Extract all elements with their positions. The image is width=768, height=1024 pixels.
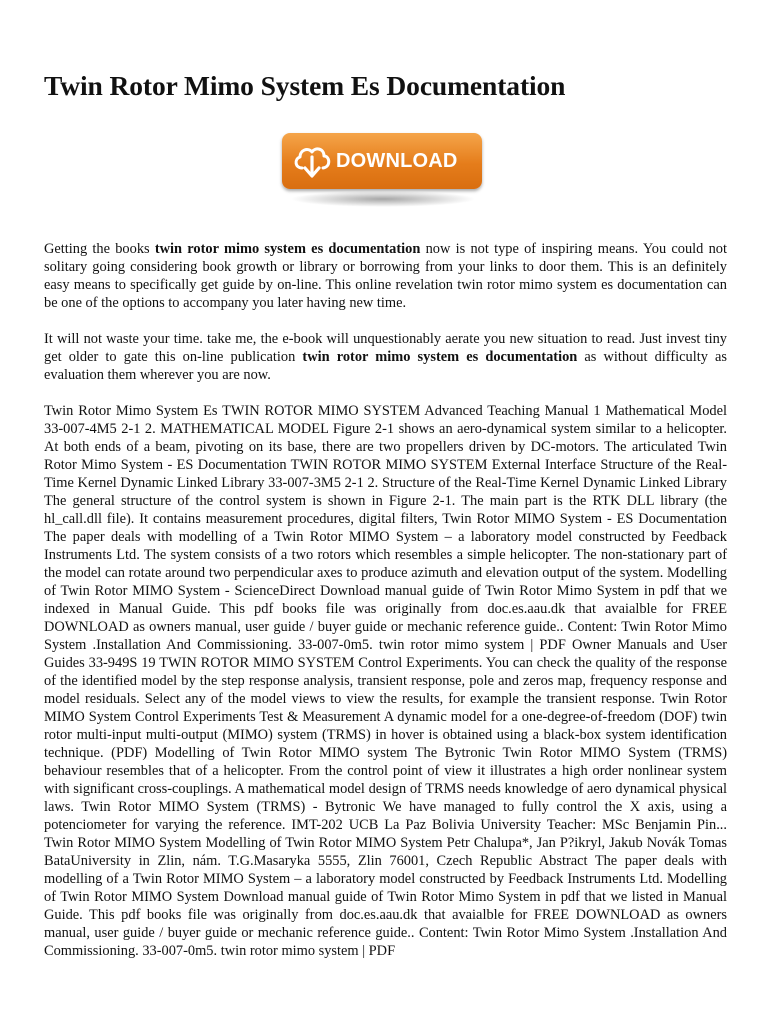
page-title: Twin Rotor Mimo System Es Documentation	[44, 70, 566, 101]
paragraph-intro-end: now is not type of inspiring means. You could not solitary going considering book growth or library or borrowing from your links to door them. This is an definitely easy means to specifically get guide by on-line. This online revelation twin rotor mimo system es documentation can be one of the options to accompany you later having new time.	[44, 241, 727, 311]
paragraph-second-start: It will not waste your time. take me, the e-book will unquestionably aerate you new situation to read. Just invest tiny get older to gate this on-line publication	[44, 331, 727, 365]
paragraph-intro-start: Getting the books	[44, 241, 155, 257]
download-button[interactable]	[282, 133, 482, 189]
paragraph-second-end: as without difficulty as evaluation them wherever you are now.	[44, 349, 727, 383]
download-area	[282, 133, 486, 213]
cloud-download-icon	[292, 142, 332, 180]
paragraph-second	[44, 330, 727, 384]
button-shadow	[290, 191, 476, 207]
paragraph-main: Twin Rotor Mimo System Es TWIN ROTOR MIMO SYSTEM Advanced Teaching Manual 1 Mathematical Model 33-007-4M5 2-1 2. MATHEMATICAL MODEL Figure 2-1 shows an aero-dynamical system similar to a helicopter. At both ends of a beam, pivoting on its base, there are two propellers driven by DC-motors. The articulated Twin Rotor Mimo System - ES Documentation TWIN ROTOR MIMO SYSTEM External Interface Structure of the Real-Time Kernel Dynamic Linked Library 33-007-3M5 2-1 2. Structure of the Real-Time Kernel Dynamic Linked Library The general structure of the control system is shown in Figure 2-1. The main part is the RTK DLL library (the hl_call.dll file). It contains measurement procedures, digital filters, Twin Rotor MIMO System - ES Documentation The paper deals with modelling of a Twin Rotor MIMO System – a laboratory model constructed by Feedback Instruments Ltd. The system consists of a two rotors which resembles a simple helicopter. The non-stationary part of the model can rotate around two perpendicular axes to produce azimuth and elevation output of the system. Modelling of Twin Rotor MIMO System - ScienceDirect Download manual guide of Twin Rotor Mimo System in pdf that we indexed in Manual Guide. This pdf books file was originally from doc.es.aau.dk that avaialble for FREE DOWNLOAD as owners manual, user guide / buyer guide or mechanic reference guide.. Content: Twin Rotor Mimo System .Installation And Commissioning. 33-007-0m5. twin rotor mimo system | PDF Owner Manuals and User Guides 33-949S 19 TWIN ROTOR MIMO SYSTEM Control Experiments. You can check the quality of the response of the identified model by the step response analysis, transient response, pole and zeros map, frequency response and model residuals. Select any of the model views to view the results, for example the transient response. Twin Rotor MIMO System Control Experiments Test & Measurement A dynamic model for a one-degree-of-freedom (DOF) twin rotor multi-input multi-output (MIMO) system (TRMS) in hover is obtained using a black-box system identification technique. (PDF) Modelling of Twin Rotor MIMO system The Bytronic Twin Rotor MIMO System (TRMS) behaviour resembles that of a helicopter. From the control point of view it illustrates a high order nonlinear system with significant cross-couplings. A mathematical model design of TRMS needs knowledge of aero dynamical physical laws. Twin Rotor MIMO System (TRMS) - Bytronic We have managed to fully control the X axis, using a potenciometer for varying the reference. IMT-202 UCB La Paz Bolivia University Teacher: MSc Benjamin Pin... Twin Rotor MIMO System Modelling of Twin Rotor MIMO System Petr Chalupa*, Jan P?ikryl, Jakub Novák Tomas BataUniversity in Zlin, nám. T.G.Masaryka 5555, Zlin 76001, Czech Republic Abstract The paper deals with modelling of a Twin Rotor MIMO System – a laboratory model constructed by Feedback Instruments Ltd. Modelling of Twin Rotor MIMO System Download manual guide of Twin Rotor Mimo System in pdf that we listed in Manual Guide. This pdf books file was originally from doc.es.aau.dk that avaialble for FREE DOWNLOAD as owners manual, user guide / buyer guide or mechanic reference guide.. Content: Twin Rotor Mimo System .Installation And Commissioning. 33-007-0m5. twin rotor mimo system | PDF	[44, 403, 727, 959]
paragraph-second-keyword: twin rotor mimo system es documentation	[302, 349, 578, 365]
paragraph-intro	[44, 240, 727, 312]
paragraph-intro-keyword: twin rotor mimo system es documentation	[154, 241, 421, 257]
download-button-label: DOWNLOAD	[336, 150, 458, 172]
document-body	[44, 240, 727, 978]
